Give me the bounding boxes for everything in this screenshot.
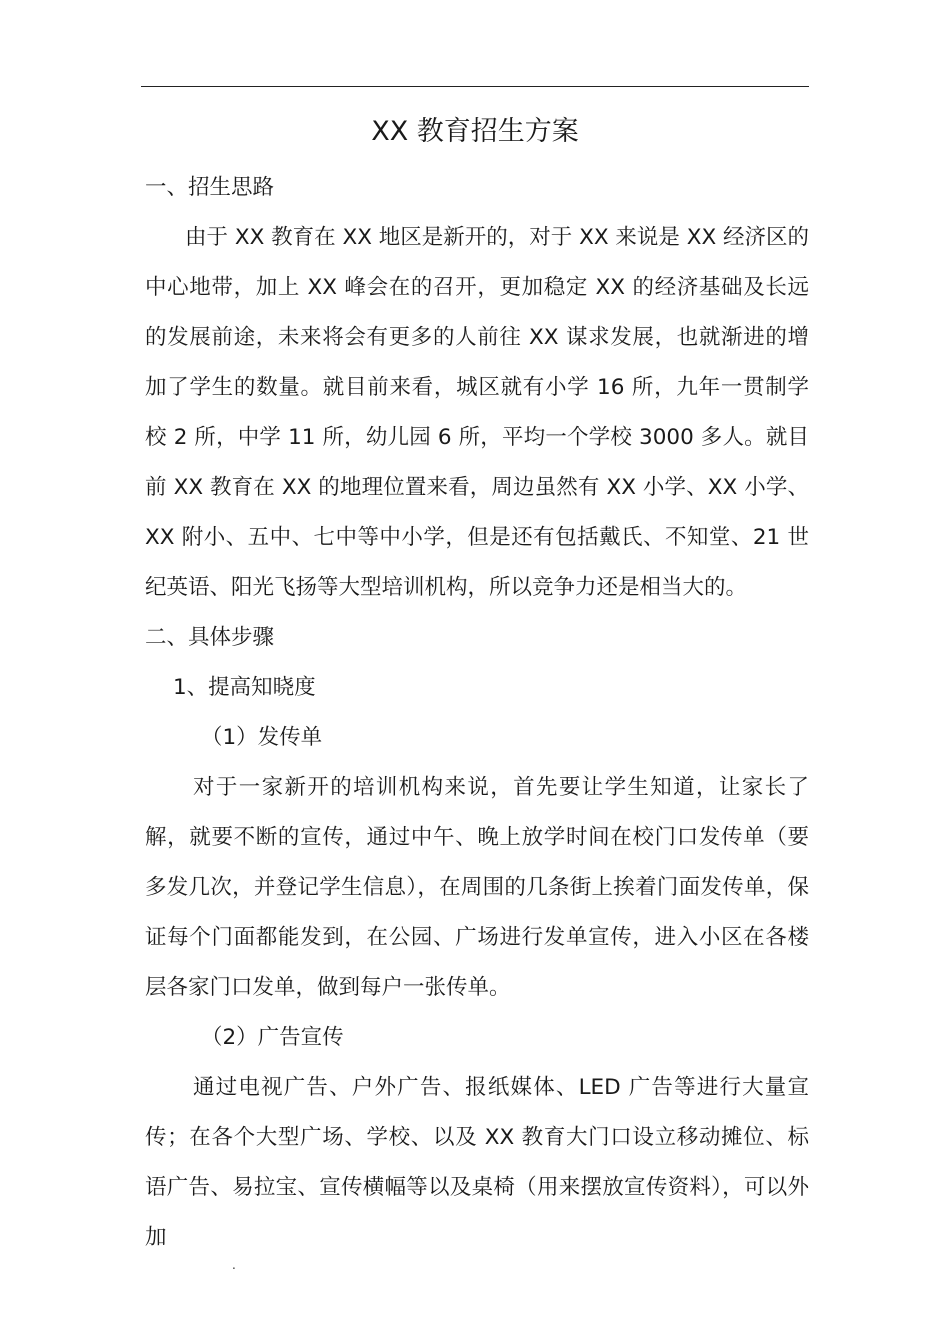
- item-heading-1: （1）发传单: [201, 725, 323, 750]
- item-heading-2: （2）广告宣传: [201, 1025, 344, 1050]
- document-body: [145, 163, 809, 1263]
- document-title: XX 教育招生方案: [371, 116, 579, 147]
- item-paragraph-1: 对于一家新开的培训机构来说，首先要让学生知道，让家长了解，就要不断的宣传，通过中午、晚上放学时间在校门口发传单（要多发几次，并登记学生信息），在周围的几条街上挨着门面发传单，保证每个门面都能发到，在公园、广场进行发单宣传，进入小区在各楼层各家门口发单，做到每户一张传单。: [145, 775, 809, 1000]
- header-rule: [141, 86, 809, 87]
- step-heading-1: 1、提高知晓度: [173, 675, 316, 700]
- item-paragraph-2: 通过电视广告、户外广告、报纸媒体、LED 广告等进行大量宣传；在各个大型广场、学校、以及 XX 教育大门口设立移动摊位、标语广告、易拉宝、宣传横幅等以及桌椅（用来摆放宣传资料），可以外加: [145, 1075, 809, 1250]
- section-heading-2: 二、具体步骤: [145, 625, 275, 650]
- section-paragraph-1: 由于 XX 教育在 XX 地区是新开的，对于 XX 来说是 XX 经济区的中心地带，加上 XX 峰会在的召开，更加稳定 XX 的经济基础及长远的发展前途，未来将会有更多的人前往 XX 谋求发展，也就渐进的增加了学生的数量。就目前来看，城区就有小学 16 所，九年一贯制学校 2 所，中学 11 所，幼儿园 6 所，平均一个学校 3000 多人。就目前 XX 教育在 XX 的地理位置来看，周边虽然有 XX 小学、XX 小学、XX 附小、五中、七中等中小学，但是还有包括戴氏、不知堂、21 世纪英语、阳光飞扬等大型培训机构，所以竞争力还是相当大的。: [145, 225, 810, 600]
- section-heading-1: 一、招生思路: [145, 175, 275, 200]
- footer-mark: .: [232, 1258, 236, 1272]
